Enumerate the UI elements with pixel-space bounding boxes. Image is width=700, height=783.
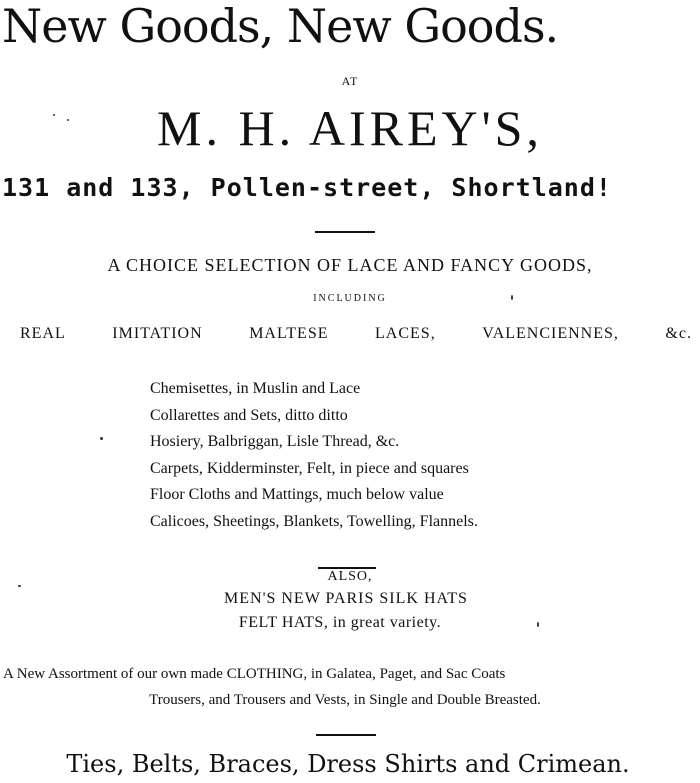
- including-label: INCLUDING: [313, 293, 387, 304]
- footer-line: Ties, Belts, Braces, Dress Shirts and Crimean.: [66, 750, 630, 778]
- list-item: Collarettes and Sets, ditto ditto: [150, 406, 348, 424]
- hats-line: FELT HATS, in great variety.: [238, 614, 442, 631]
- laces-row: [20, 325, 692, 343]
- address: 131 and 133, Pollen-street, Shortland!: [2, 173, 612, 202]
- clothing-line: Trousers, and Trousers and Vests, in Single and Double Breasted.: [149, 692, 541, 708]
- hats-line: MEN'S NEW PARIS SILK HATS: [224, 590, 468, 607]
- lace-item: &c.: [665, 325, 692, 342]
- lace-item: VALENCIENNES,: [482, 325, 619, 342]
- print-speck: [18, 585, 21, 587]
- at-label: AT: [341, 74, 359, 88]
- list-item: Hosiery, Balbriggan, Lisle Thread, &c.: [150, 433, 400, 450]
- print-speck: [67, 119, 69, 121]
- print-speck: [53, 114, 55, 116]
- also-label: ALSO,: [327, 569, 373, 584]
- lace-item: REAL: [20, 325, 66, 342]
- divider-rule: [316, 734, 376, 736]
- lace-item: IMITATION: [112, 325, 203, 342]
- goods-list: [150, 376, 478, 535]
- print-speck: [100, 437, 103, 440]
- list-item: Floor Cloths and Mattings, much below value: [150, 486, 444, 503]
- list-item: Chemisettes, in Muslin and Lace: [150, 380, 361, 397]
- clothing-line: A New Assortment of our own made CLOTHING, in Galatea, Paget, and Sac Coats: [3, 666, 506, 682]
- lace-item: LACES,: [375, 325, 436, 342]
- print-speck: [511, 295, 513, 300]
- merchant-name: M. H. AIREY'S,: [157, 100, 543, 156]
- lace-item: MALTESE: [249, 325, 329, 342]
- divider-rule: [315, 231, 375, 233]
- print-speck: [537, 622, 539, 627]
- selection-heading: A CHOICE SELECTION OF LACE AND FANCY GOODS,: [107, 255, 593, 275]
- headline: New Goods, New Goods.: [2, 0, 559, 53]
- list-item: Calicoes, Sheetings, Blankets, Towelling, Flannels.: [150, 512, 478, 530]
- list-item: Carpets, Kidderminster, Felt, in piece and squares: [150, 459, 469, 477]
